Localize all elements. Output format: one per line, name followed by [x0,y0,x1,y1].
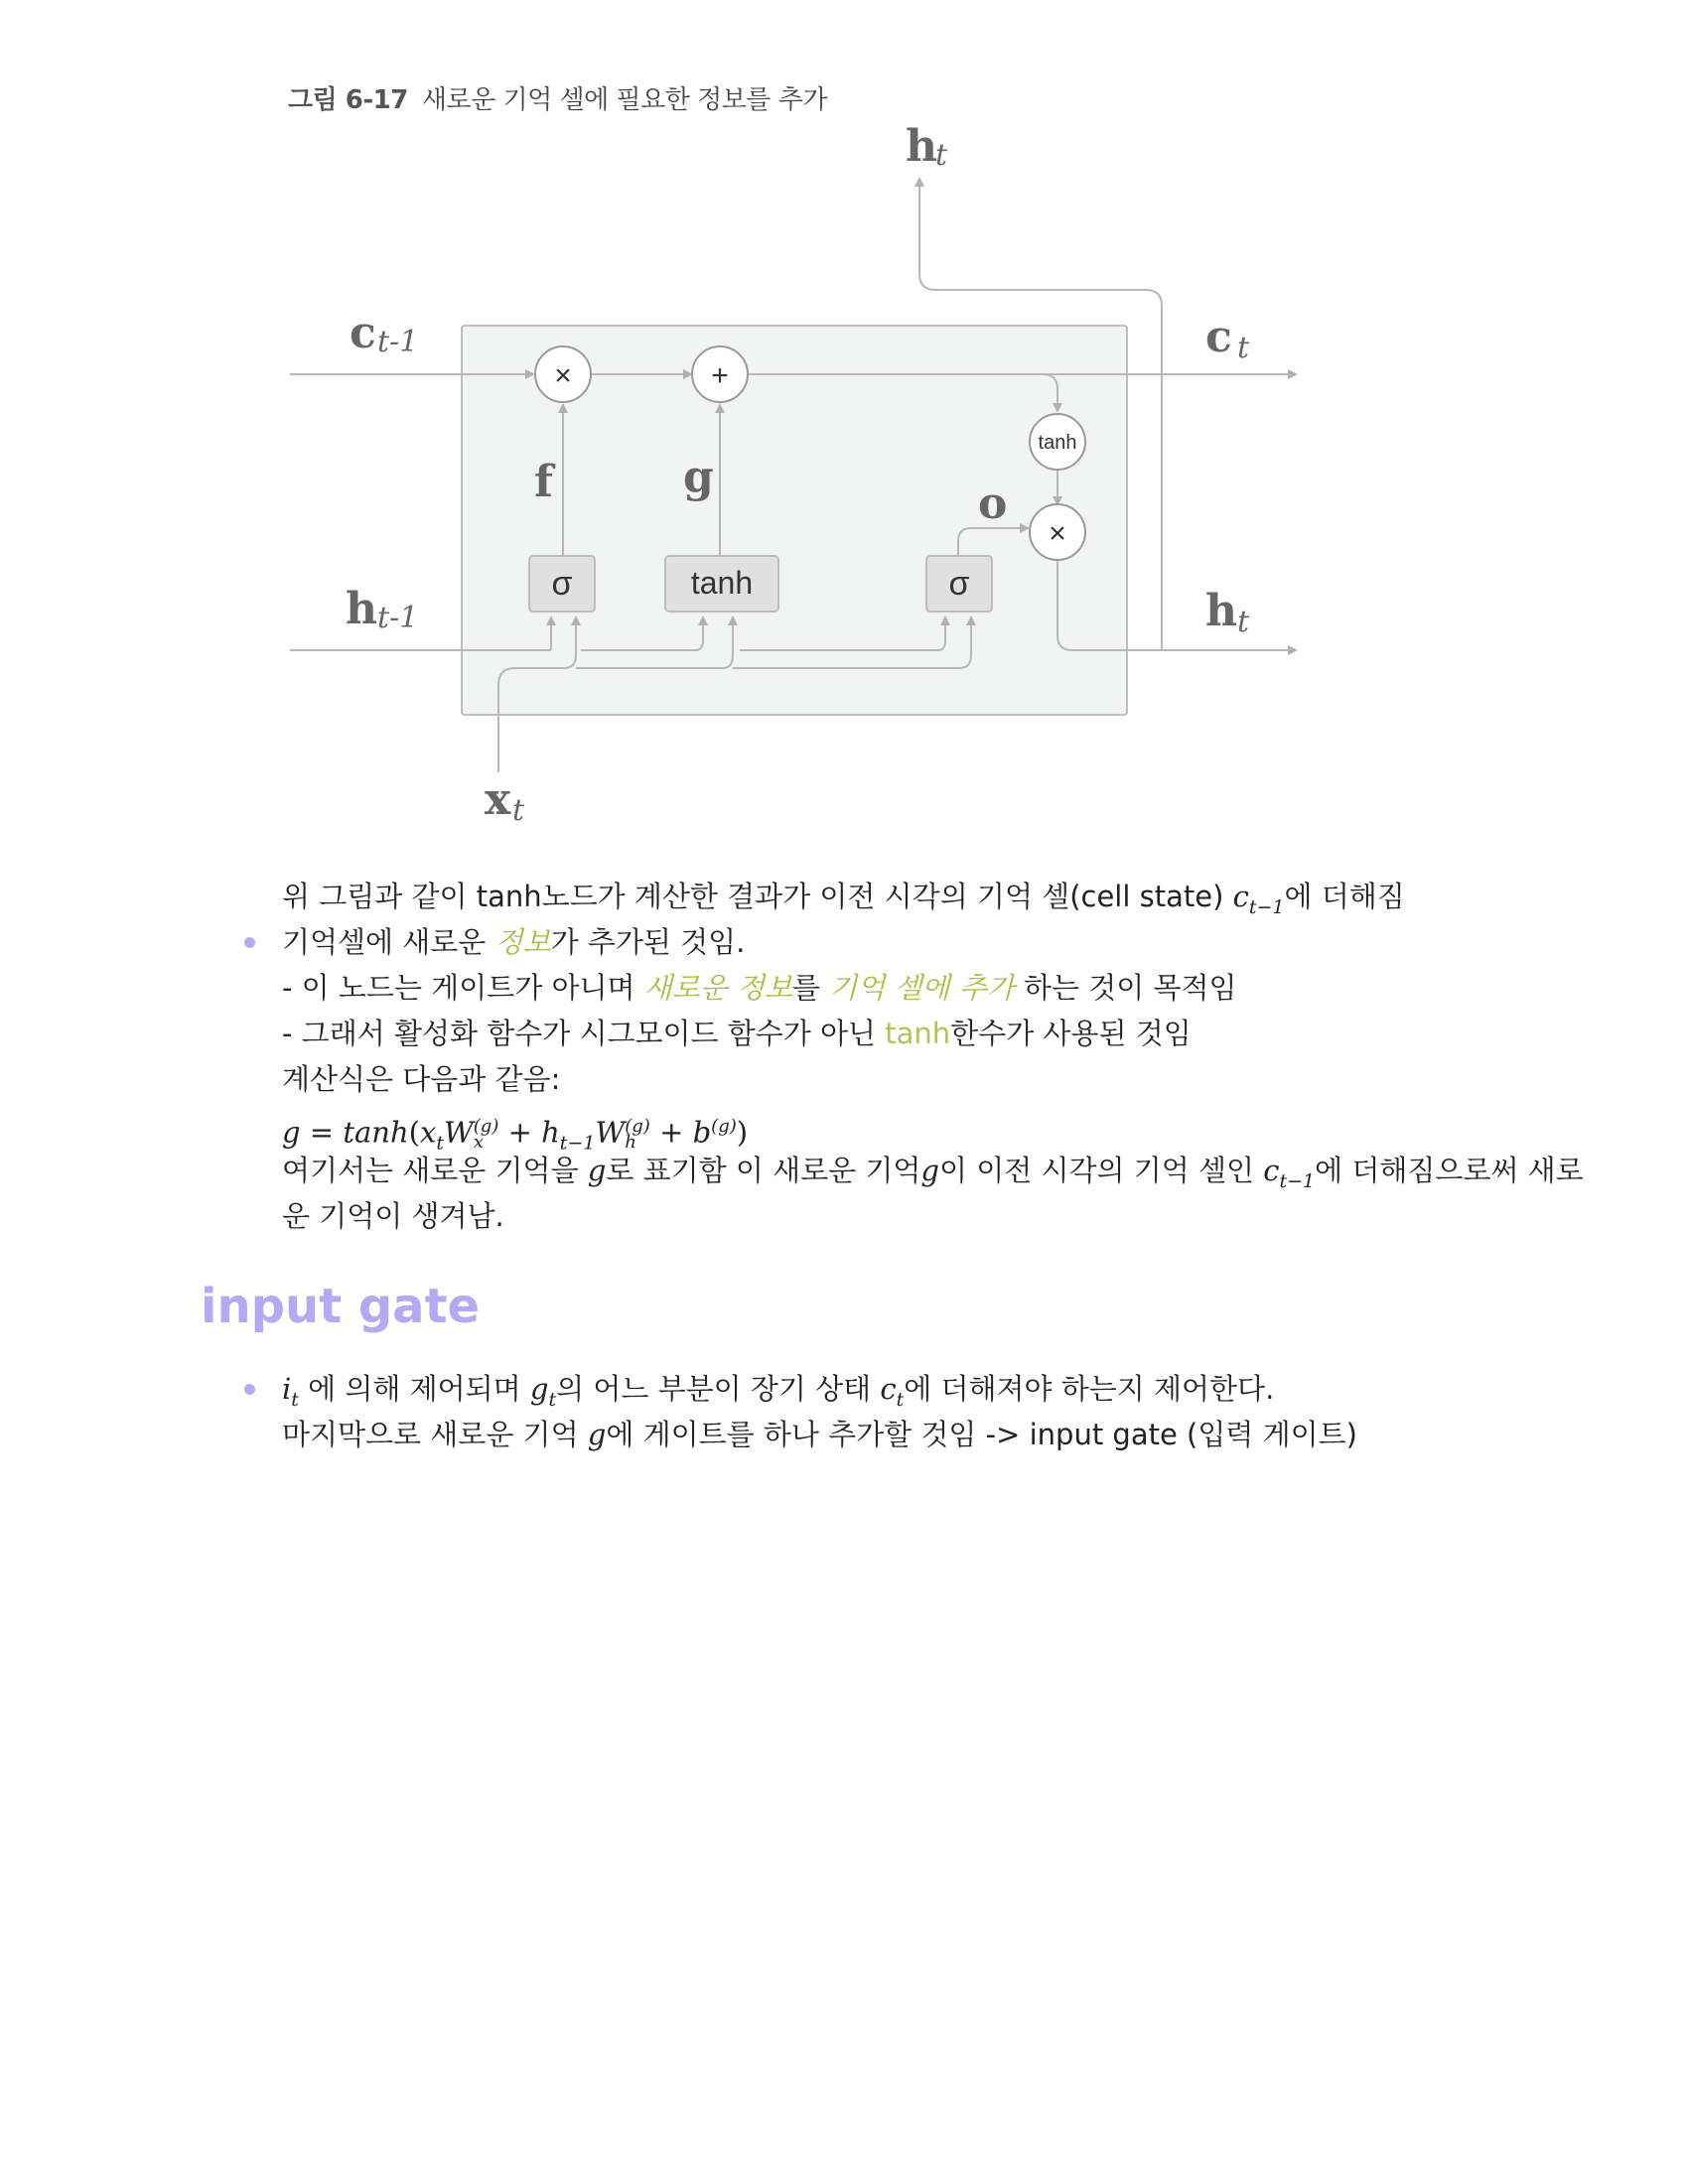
svg-text:σ: σ [551,565,573,603]
svg-text:c: c [350,308,376,358]
text-span: 에 게이트를 하나 추가할 것임 -> input gate (입력 게이트) [606,1418,1357,1451]
highlight-text: 기억 셀에 추가 [829,971,1015,1005]
eq-sub-t: t [436,1132,444,1155]
eq-g: g [282,1115,301,1150]
eq-supsub2 [625,1115,650,1153]
bullet-dot [244,937,255,948]
math-sub: t−1 [1248,895,1285,918]
eq-sup2: (g) [625,1115,650,1137]
math-g: g [587,1418,607,1451]
body-text [282,0,1584,1489]
text-span: 운 기억이 생겨남. [282,1199,504,1233]
eq-sub2: h [625,1131,636,1153]
label-o: o [978,478,1008,529]
eq-sup3: (g) [711,1116,737,1137]
svg-text:+: + [711,359,729,392]
line-6 [282,1193,504,1239]
eq-sub-t1: t−1 [559,1132,596,1155]
line-7 [282,1412,1357,1457]
text-span: 위 그림과 같이 tanh노드가 계산한 결과가 이전 시각의 기억 셀(cell state) [282,880,1233,913]
svg-text:t-1: t-1 [377,325,419,359]
eq-tanh: tanh [343,1115,409,1150]
eq-equals: = [309,1115,335,1150]
eq-x: x [419,1115,437,1150]
eq-plus2: + [659,1115,684,1150]
eq-sub: x [473,1131,484,1153]
text-span: 하는 것이 목적임 [1014,971,1237,1005]
text-span: 에 더해짐으로써 새로 [1315,1154,1584,1187]
eq-h: h [541,1115,560,1150]
svg-text:c: c [1205,312,1232,362]
label-g: g [683,452,714,502]
text-span: 가 추가된 것임. [550,925,746,959]
eq-paren-close: ) [736,1115,749,1150]
text-span: 여기서는 새로운 기억을 [282,1154,588,1187]
highlight-text: 정보 [494,925,551,959]
svg-text:x: x [485,774,511,825]
math-sub: t [291,1388,299,1411]
math-sub: t [896,1388,905,1411]
bullet-1 [282,919,745,965]
text-span: 에 더해짐 [1284,880,1405,913]
text-span: 에 더해져야 하는지 제어한다. [904,1372,1275,1406]
text-span: 한수가 사용된 것임 [950,1017,1192,1050]
math-c: c [1263,1154,1280,1187]
eq-b: b [692,1115,712,1150]
svg-text:tanh: tanh [1038,432,1077,454]
math-c: c [1232,880,1249,913]
highlight-text: 새로운 정보 [643,971,793,1005]
eq-plus: + [507,1115,532,1150]
line-1 [282,965,1237,1011]
text-span: 의 어느 부분이 장기 상태 [556,1372,881,1406]
figure-caption-text: 새로운 기억 셀에 필요한 정보를 추가 [421,85,827,115]
label-f: f [534,457,553,507]
text-span: 기억셀에 새로운 [282,925,495,959]
math-g: g [587,1154,607,1187]
figure-number: 그림 6-17 [288,85,408,115]
line-2 [282,1011,1192,1056]
svg-text:h: h [906,121,937,172]
math-sub: t [548,1388,557,1411]
math-g: g [529,1372,549,1406]
svg-text:tanh: tanh [690,565,754,601]
svg-text:t: t [512,793,525,828]
eq-paren: ( [408,1115,420,1150]
eq-W: W [443,1115,474,1150]
text-span: 에 의해 제어되며 [298,1372,530,1406]
highlight-text: tanh [885,1017,951,1050]
svg-text:t: t [1237,605,1250,639]
svg-text:σ: σ [948,565,970,603]
eq-sup: (g) [473,1115,499,1137]
svg-text:×: × [554,359,572,392]
math-sub: t−1 [1279,1169,1316,1192]
svg-text:t-1: t-1 [377,601,419,635]
text-span: 를 [792,971,830,1005]
text-span: 계산식은 다음과 같음: [282,1062,561,1096]
eq-W2: W [595,1115,626,1150]
svg-text:h: h [1205,586,1237,636]
text-span: 이 이전 시각의 기억 셀인 [938,1154,1264,1187]
bullet-dot [244,1384,255,1395]
text-span: - 그래서 활성화 함수가 시그모이드 함수가 아닌 [282,1017,886,1050]
math-c: c [880,1372,897,1406]
section-heading: input gate [201,1279,481,1334]
math-g: g [920,1154,939,1187]
text-span: 로 표기함 이 새로운 기억 [606,1154,921,1187]
svg-text:t: t [1237,331,1250,365]
math-i: i [282,1372,292,1406]
line-3 [282,1056,560,1102]
svg-text:h: h [346,584,377,634]
svg-text:t: t [935,138,948,173]
svg-text:×: × [1049,517,1066,550]
text-span: 마지막으로 새로운 기억 [282,1418,588,1451]
text-span: - 이 노드는 게이트가 아니며 [282,971,644,1005]
eq-supsub [473,1115,499,1153]
